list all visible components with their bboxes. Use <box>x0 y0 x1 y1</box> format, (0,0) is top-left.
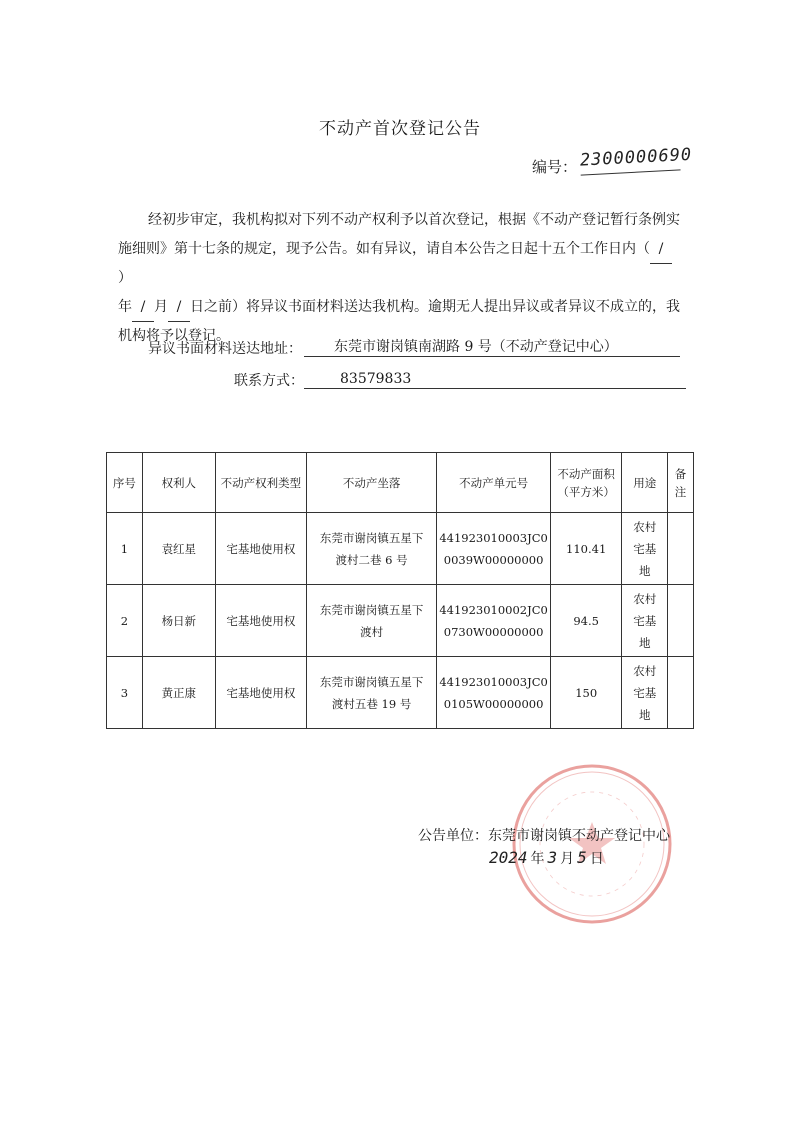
header-owner: 权利人 <box>142 453 215 513</box>
header-area: 不动产面积 （平方米） <box>550 453 622 513</box>
cell-unit-number: 441923010002JC0 0730W00000000 <box>437 585 551 657</box>
cell-no: 2 <box>107 585 143 657</box>
cell-right-type: 宅基地使用权 <box>215 585 306 657</box>
header-use: 用途 <box>622 453 668 513</box>
notice-text-d: 日之前）将异议书面材料送达我机构。逾期无人提出异议或者异议不成立的，我机构将予以登记。 <box>118 298 680 344</box>
blank-month: / <box>132 293 154 323</box>
contact-value: 83579833 <box>304 370 686 389</box>
cell-use: 农村 宅基 地 <box>622 585 668 657</box>
cell-owner: 黄正康 <box>142 657 215 729</box>
contact-label: 联系方式： <box>234 373 304 389</box>
header-no: 序号 <box>107 453 143 513</box>
registration-table <box>106 452 694 729</box>
blank-day: / <box>168 293 190 323</box>
cell-right-type: 宅基地使用权 <box>215 657 306 729</box>
cell-remark <box>668 585 694 657</box>
cell-remark <box>668 657 694 729</box>
table-row <box>107 657 694 729</box>
cell-location: 东莞市谢岗镇五星下 渡村五巷 19 号 <box>306 657 436 729</box>
cell-use: 农村 宅基 地 <box>622 657 668 729</box>
announcing-unit-name: 东莞市谢岗镇不动产登记中心 <box>488 828 670 844</box>
notice-text-b: 年 <box>118 298 132 315</box>
cell-right-type: 宅基地使用权 <box>215 513 306 585</box>
cell-area: 94.5 <box>550 585 622 657</box>
cell-unit-number: 441923010003JC0 0105W00000000 <box>437 657 551 729</box>
table-header-row <box>107 453 694 513</box>
cell-area: 150 <box>550 657 622 729</box>
blank-year: / <box>650 235 672 265</box>
table-row <box>107 585 694 657</box>
table-row <box>107 513 694 585</box>
objection-address-label: 异议书面材料送达地址： <box>148 341 302 357</box>
cell-use: 农村 宅基 地 <box>622 513 668 585</box>
cell-owner: 杨日新 <box>142 585 215 657</box>
cell-owner: 袁红星 <box>142 513 215 585</box>
serial-label: 编号： <box>532 158 578 176</box>
cell-remark <box>668 513 694 585</box>
cell-unit-number: 441923010003JC0 0039W00000000 <box>437 513 551 585</box>
header-location: 不动产坐落 <box>306 453 436 513</box>
cell-no: 3 <box>107 657 143 729</box>
cell-location: 东莞市谢岗镇五星下 渡村 <box>306 585 436 657</box>
serial-number <box>532 144 693 176</box>
cell-no: 1 <box>107 513 143 585</box>
notice-text-c: 月 <box>154 298 168 315</box>
page-title: 不动产首次登记公告 <box>319 119 481 139</box>
cell-area: 110.41 <box>550 513 622 585</box>
announcing-unit <box>418 825 670 845</box>
cell-location: 东莞市谢岗镇五星下 渡村二巷 6 号 <box>306 513 436 585</box>
date-day: 5 <box>577 848 587 867</box>
date-year: 2024 <box>489 848 528 867</box>
notice-text-a: 经初步审定，我机构拟对下列不动产权利予以首次登记，根据《不动产登记暂行条例实施细则》第十七条的规定，现予公告。如有异议，请自本公告之日起十五个工作日内（ <box>118 212 680 257</box>
announcing-unit-label: 公告单位： <box>418 828 488 844</box>
objection-address-value: 东莞市谢岗镇南湖路 9 号（不动产登记中心） <box>304 338 680 357</box>
header-right-type: 不动产权利类型 <box>215 453 306 513</box>
serial-value: 2300000690 <box>579 145 680 175</box>
announcement-date: 2024 年 3 月 5 日 <box>489 848 604 867</box>
header-unit-number: 不动产单元号 <box>437 453 551 513</box>
header-remark: 备注 <box>668 453 694 513</box>
notice-paragraph: 经初步审定，我机构拟对下列不动产权利予以首次登记，根据《不动产登记暂行条例实施细则》第十七条的规定，现予公告。如有异议，请自本公告之日起十五个工作日内（ /） 年 / 月 / 日之前）将异议书面材料送达我机构。逾期无人提出异议或者异议不成立的，我机构将予以登记。 <box>118 212 680 344</box>
date-month: 3 <box>547 848 558 867</box>
